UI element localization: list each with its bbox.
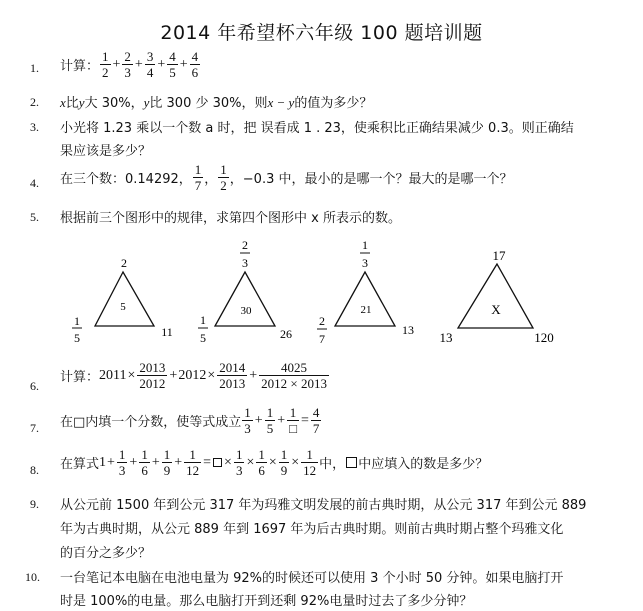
triangle-left-den: 5 xyxy=(200,331,206,345)
triangle-right: 120 xyxy=(534,330,554,345)
fraction: $\frac{1}{2}$ xyxy=(102,49,109,80)
question-number: 10. xyxy=(25,570,40,584)
fraction: $\frac{4025}{2012 \times 2013}$ xyxy=(261,360,327,391)
question-number: 8. xyxy=(30,463,39,477)
fraction: $\frac{2013}{2012}$ xyxy=(139,360,166,391)
fraction: $\frac{1}{□}$ xyxy=(289,405,297,436)
question-4: 在三个数：0.14292， $\frac{1}{7}$ ， $\frac{1}{2}$ ，−0.3 中，最小的是哪一个？最大的是哪一个？ xyxy=(60,162,513,193)
fraction: $\frac{4}{5}$ xyxy=(169,49,176,80)
question-5: 根据前三个图形中的规律，求第四个图形中 x 所表示的数。 xyxy=(60,211,401,226)
fraction: $\frac{4}{7}$ xyxy=(312,405,320,436)
question-6: 计算： 2011 × $\frac{2013}{2012}$ + 2012 × $\frac{2014}{2013}$ + $\frac{4025}{2012 \times 2013}$ xyxy=(60,360,327,391)
fraction: $\frac{1}{3}$ xyxy=(235,447,243,478)
fraction: $\frac{1}{2}$ xyxy=(220,162,227,193)
triangle-top: 2 xyxy=(121,256,127,270)
question-9-line-1: 从公元前 1500 年到公元 317 年为玛雅文明发展的前古典时期，从公元 317 年到公元 889 xyxy=(60,498,587,513)
triangle-center: 5 xyxy=(120,301,126,313)
fraction: $\frac{1}{12}$ xyxy=(303,447,317,478)
triangle-top: 17 xyxy=(492,248,506,263)
question-number: 6. xyxy=(30,379,39,393)
triangle-left-num: 1 xyxy=(74,314,80,328)
question-3-line-2: 果应该是多少？ xyxy=(60,144,152,159)
question-7: 在□内填一个分数，使等式成立 $\frac{1}{3}$ + $\frac{1}{5}$ + $\frac{1}{□}$ = $\frac{4}{7}$ xyxy=(60,405,320,436)
question-10-line-1: 一台笔记本电脑在电池电量为 92%的时候还可以使用 3 个小时 50 分钟。如果电脑打开 xyxy=(60,571,564,586)
fraction: $\frac{2}{3}$ xyxy=(124,49,131,80)
fraction: $\frac{1}{3}$ xyxy=(118,447,126,478)
operator: + xyxy=(179,56,188,72)
question-number: 9. xyxy=(30,497,39,511)
triangle-left-num: 1 xyxy=(200,313,206,327)
question-number: 7. xyxy=(30,421,39,435)
triangle-top-num: 2 xyxy=(242,238,248,252)
fraction: $\frac{1}{6}$ xyxy=(141,447,148,478)
question-number: 2. xyxy=(30,95,39,109)
triangle-top-den: 3 xyxy=(242,256,248,270)
question-9-line-3: 的百分之多少？ xyxy=(60,546,152,561)
fraction: $\frac{3}{4}$ xyxy=(146,49,154,80)
triangle-left-den: 7 xyxy=(319,332,325,346)
operator: + xyxy=(157,56,166,72)
triangle-center: 30 xyxy=(240,305,252,317)
question-9-line-2: 年为古典时期，从公元 889 年到 1697 年为后古典时期。则前古典时期占整个玛雅文化 xyxy=(60,522,564,537)
triangle-left-num: 2 xyxy=(319,314,325,328)
triangle-top-num: 1 xyxy=(362,238,368,252)
question-1 xyxy=(60,49,201,80)
triangle-figures xyxy=(0,232,643,362)
fraction: $\frac{1}{12}$ xyxy=(186,447,200,478)
operator: + xyxy=(134,56,143,72)
question-10-line-2: 时是 100%的电量。那么电脑打开到还剩 92%电量时过去了多少分钟？ xyxy=(60,594,473,609)
q1-label: 计算： xyxy=(60,59,100,74)
operator: + xyxy=(112,56,121,72)
triangle-2 xyxy=(198,238,292,345)
fraction: $\frac{1}{5}$ xyxy=(266,405,274,436)
triangle-left-den: 5 xyxy=(74,331,80,345)
triangle-1 xyxy=(72,256,173,345)
fraction: $\frac{2014}{2013}$ xyxy=(219,360,246,391)
triangle-center: X xyxy=(491,302,501,317)
fraction: $\frac{4}{6}$ xyxy=(191,49,199,80)
triangle-right: 11 xyxy=(161,325,173,339)
triangle-right: 13 xyxy=(402,323,414,337)
triangle-3 xyxy=(317,238,414,346)
triangle-left: 13 xyxy=(439,330,453,345)
fraction: $\frac{1}{6}$ xyxy=(258,447,265,478)
fraction: $\frac{1}{7}$ xyxy=(194,162,202,193)
triangle-4 xyxy=(440,248,554,345)
triangle-right: 26 xyxy=(280,327,292,341)
question-2: x比y大 30%，y比 300 少 30%，则x − y的值为多少？ xyxy=(60,95,373,111)
question-number: 4. xyxy=(30,176,39,190)
triangle-top-den: 3 xyxy=(362,256,368,270)
question-8: 在算式 1 + $\frac{1}{3}$ + $\frac{1}{6}$ + $\frac{1}{9}$ + $\frac{1}{12}$ = × $\frac{1}{3}$ × $\frac{1}{6}$ × $\frac{1}{9}$ × $\frac{1}{12}$ 中， 中应填入的数是多少？ xyxy=(60,447,489,478)
blank-box xyxy=(213,458,222,467)
question-number: 5. xyxy=(30,210,39,224)
fraction: $\frac{1}{9}$ xyxy=(163,447,171,478)
blank-box xyxy=(346,457,357,468)
page-title: 2014 年希望杯六年级 100 题培训题 xyxy=(160,22,483,44)
triangle-center: 21 xyxy=(360,304,372,316)
fraction: $\frac{1}{9}$ xyxy=(280,447,288,478)
question-number: 1. xyxy=(30,61,39,75)
fraction: $\frac{1}{3}$ xyxy=(244,405,251,436)
question-3-line-1: 小光将 1.23 乘以一个数 a 时，把 误看成 1 . 23，使乘积比正确结果减少 0.3。则正确结 xyxy=(60,121,574,136)
question-number: 3. xyxy=(30,120,39,134)
